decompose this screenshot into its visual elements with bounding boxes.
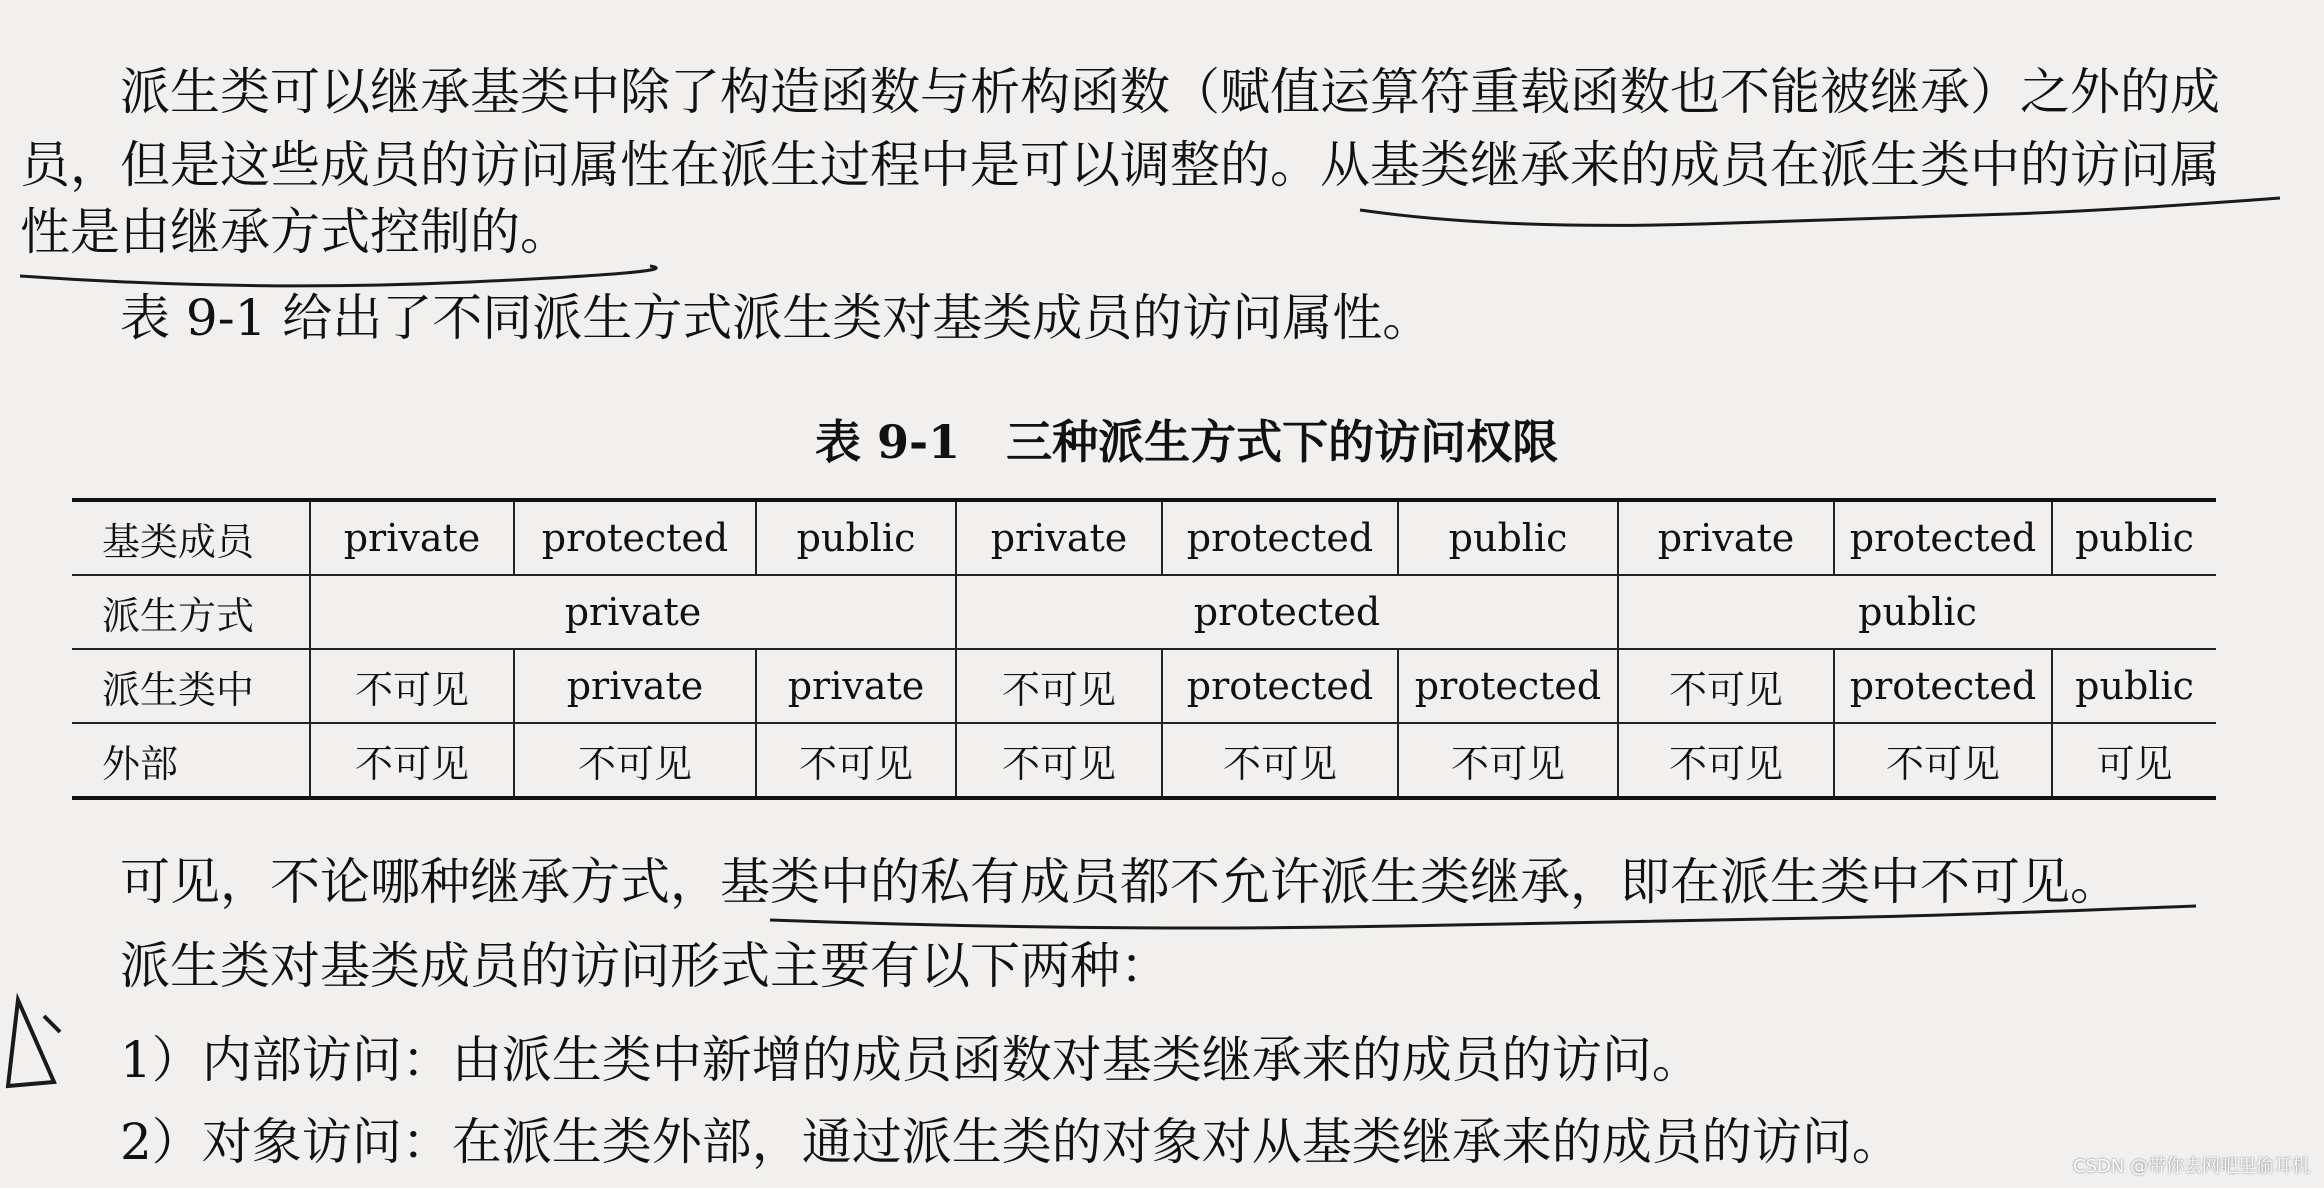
table-title-number: 表 9-1: [815, 415, 961, 469]
margin-triangle-mark: [8, 1000, 60, 1086]
table-cell: protected: [1834, 649, 2052, 723]
table-cell: protected: [1162, 649, 1398, 723]
table-cell: 不可见: [756, 723, 956, 798]
row-label-base-members: 基类成员: [102, 519, 255, 564]
table-cell: private: [956, 500, 1162, 575]
table-cell: protected: [514, 500, 756, 575]
table-cell: protected: [1162, 500, 1398, 575]
table-cell: private: [756, 649, 956, 723]
table-cell: 可见: [2052, 723, 2216, 798]
csdn-watermark: CSDN @带你去网吧里偷耳机: [2072, 1156, 2310, 1177]
underline-mark-paragraph-1: [1360, 198, 2280, 225]
table-cell: 不可见: [1398, 723, 1618, 798]
paragraph-1-line-3: 性是由继承方式控制的。: [20, 203, 570, 261]
table-cell: 不可见: [1162, 723, 1398, 798]
table-cell: protected: [1398, 649, 1618, 723]
row-label-in-derived: 派生类中: [72, 649, 310, 723]
table-cell: 不可见: [514, 723, 756, 798]
paragraph-1-line-2: 员，但是这些成员的访问属性在派生过程中是可以调整的。从基类继承来的成员在派生类中的访问属: [20, 136, 2220, 194]
table-row-base-members: [72, 500, 2216, 575]
table-cell: private: [1618, 500, 1834, 575]
underline-mark-paragraph-1-end: [20, 266, 656, 286]
table-title-text: 三种派生方式下的访问权限: [1006, 415, 1559, 469]
table-cell: 不可见: [310, 723, 514, 798]
table-cell: 不可见: [310, 649, 514, 723]
table-row-derivation-mode: [72, 575, 2216, 649]
paragraph-1-line-1: 派生类可以继承基类中除了构造函数与析构函数（赋值运算符重载函数也不能被继承）之外的成: [120, 63, 2220, 121]
table-cell: public: [2052, 500, 2216, 575]
paragraph-2: 表 9-1 给出了不同派生方式派生类对基类成员的访问属性。: [120, 289, 1433, 347]
object-access-item: 2）对象访问：在派生类外部，通过派生类的对象对从基类继承来的成员的访问。: [120, 1113, 1902, 1171]
row-label-derivation-mode: 派生方式: [72, 575, 310, 649]
table-cell: private: [514, 649, 756, 723]
table-cell: public: [756, 500, 956, 575]
table-cell: 不可见: [956, 723, 1162, 798]
table-row-in-derived: [72, 649, 2216, 723]
table-cell: protected: [956, 575, 1618, 649]
conclusion-prefix: 可见，不论哪种继承方式，: [120, 853, 720, 911]
access-permission-table: [72, 498, 2216, 800]
table-cell: 不可见: [1834, 723, 2052, 798]
table-cell: public: [1398, 500, 1618, 575]
table-cell: 不可见: [1618, 649, 1834, 723]
table-cell: protected: [1834, 500, 2052, 575]
table-cell: 不可见: [1618, 723, 1834, 798]
table-cell: public: [1618, 575, 2216, 649]
table-cell: public: [2052, 649, 2216, 723]
internal-access-item: 1）内部访问：由派生类中新增的成员函数对基类继承来的成员的访问。: [120, 1031, 1702, 1089]
row-label-outside: 外部: [72, 723, 310, 798]
table-row-outside: [72, 723, 2216, 798]
table-cell: private: [310, 500, 514, 575]
table-title: [815, 414, 1558, 470]
table-cell: 不可见: [956, 649, 1162, 723]
conclusion-underlined: 基类中的私有成员都不允许派生类继承，即在派生类中不可见。: [720, 853, 2120, 911]
access-forms-intro: 派生类对基类成员的访问形式主要有以下两种：: [120, 937, 1170, 995]
conclusion-line: [120, 850, 2120, 914]
table-cell: private: [310, 575, 956, 649]
